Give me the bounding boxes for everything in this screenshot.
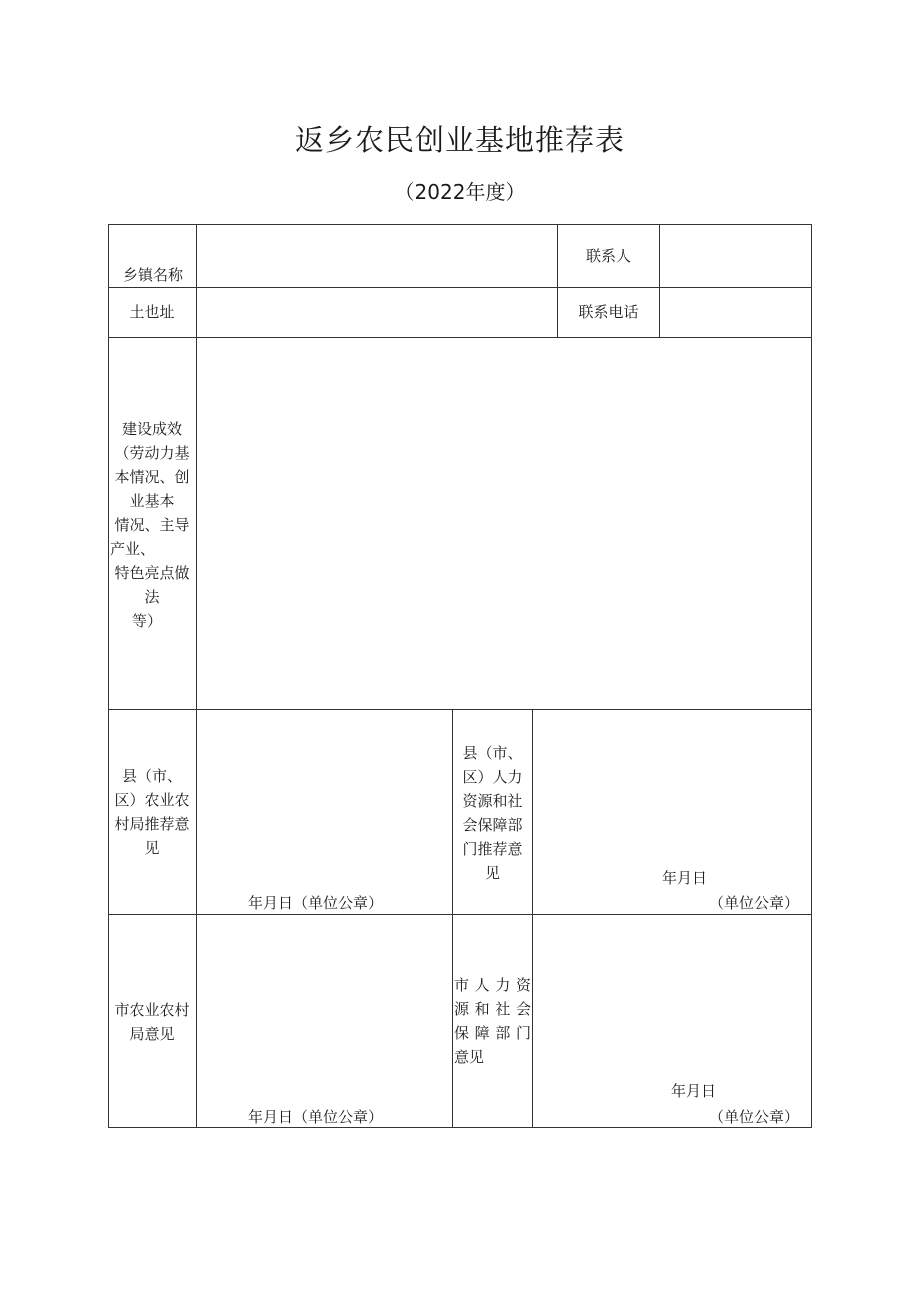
city-agri-opinion-field[interactable]: [197, 915, 452, 1127]
address-field[interactable]: [197, 288, 557, 337]
county-agri-label-line: 见: [144, 839, 160, 857]
phone-field[interactable]: [660, 288, 811, 337]
achievements-label: [108, 417, 196, 633]
city-hr-label-line: 源和社会: [454, 1000, 531, 1018]
county-agri-label-line: 村局推荐意: [114, 815, 190, 833]
county-hr-date: 年月日: [662, 869, 708, 887]
achievements-label-line: 产业、: [110, 540, 156, 558]
county-hr-label: [453, 741, 532, 885]
county-agri-date-seal: 年月日（单位公章）: [248, 894, 384, 912]
county-hr-label-line: 见: [484, 864, 500, 882]
county-hr-label-line: 资源和社: [462, 792, 523, 810]
page-subtitle: （2022年度）: [394, 180, 526, 204]
achievements-label-line: （劳动力基: [114, 444, 190, 462]
city-hr-date: 年月日: [671, 1082, 717, 1100]
county-hr-label-line: 区）人力: [462, 768, 523, 786]
contact-person-field[interactable]: [660, 225, 811, 287]
town-name-field[interactable]: [197, 225, 557, 287]
city-hr-label-line: 保障部门: [454, 1024, 531, 1042]
county-agri-opinion-field[interactable]: [197, 710, 452, 914]
county-agri-label: [108, 764, 196, 860]
page-title: 返乡农民创业基地推荐表: [294, 123, 625, 157]
city-hr-label-line: 市人力资: [454, 976, 531, 994]
city-hr-seal: （单位公章）: [709, 1108, 800, 1126]
achievements-label-line: 等）: [132, 612, 163, 630]
city-agri-label-line: 局意见: [129, 1025, 175, 1043]
achievements-label-line: 本情况、创: [114, 468, 190, 486]
contact-person-label: 联系人: [585, 247, 631, 265]
table-border-right: [811, 224, 812, 1128]
table-border-left: [108, 224, 109, 1128]
phone-label: 联系电话: [578, 303, 639, 321]
achievements-label-line: 法: [144, 588, 160, 606]
county-hr-label-line: 门推荐意: [462, 840, 523, 858]
city-hr-label: [454, 973, 531, 1069]
county-agri-label-line: 县（市、: [121, 767, 182, 785]
town-name-label: 乡镇名称: [122, 266, 183, 284]
achievements-label-line: 业基本: [129, 492, 175, 510]
city-agri-date-seal: 年月日（单位公章）: [248, 1108, 384, 1126]
achievements-label-line: 建设成效: [121, 420, 182, 438]
table-border-bottom: [108, 1127, 812, 1128]
city-agri-label: [108, 998, 196, 1046]
county-hr-label-line: 县（市、: [462, 744, 523, 762]
city-agri-label-line: 市农业农村: [114, 1001, 190, 1019]
county-hr-label-line: 会保障部: [462, 816, 523, 834]
county-agri-label-line: 区）农业农: [114, 791, 190, 809]
achievements-label-line: 情况、主导: [114, 516, 190, 534]
address-label: 土也址: [129, 303, 175, 321]
achievements-field[interactable]: [197, 338, 811, 709]
achievements-label-line: 特色亮点做: [114, 564, 190, 582]
county-hr-seal: （单位公章）: [709, 894, 800, 912]
city-hr-label-line: 意见: [454, 1048, 485, 1066]
